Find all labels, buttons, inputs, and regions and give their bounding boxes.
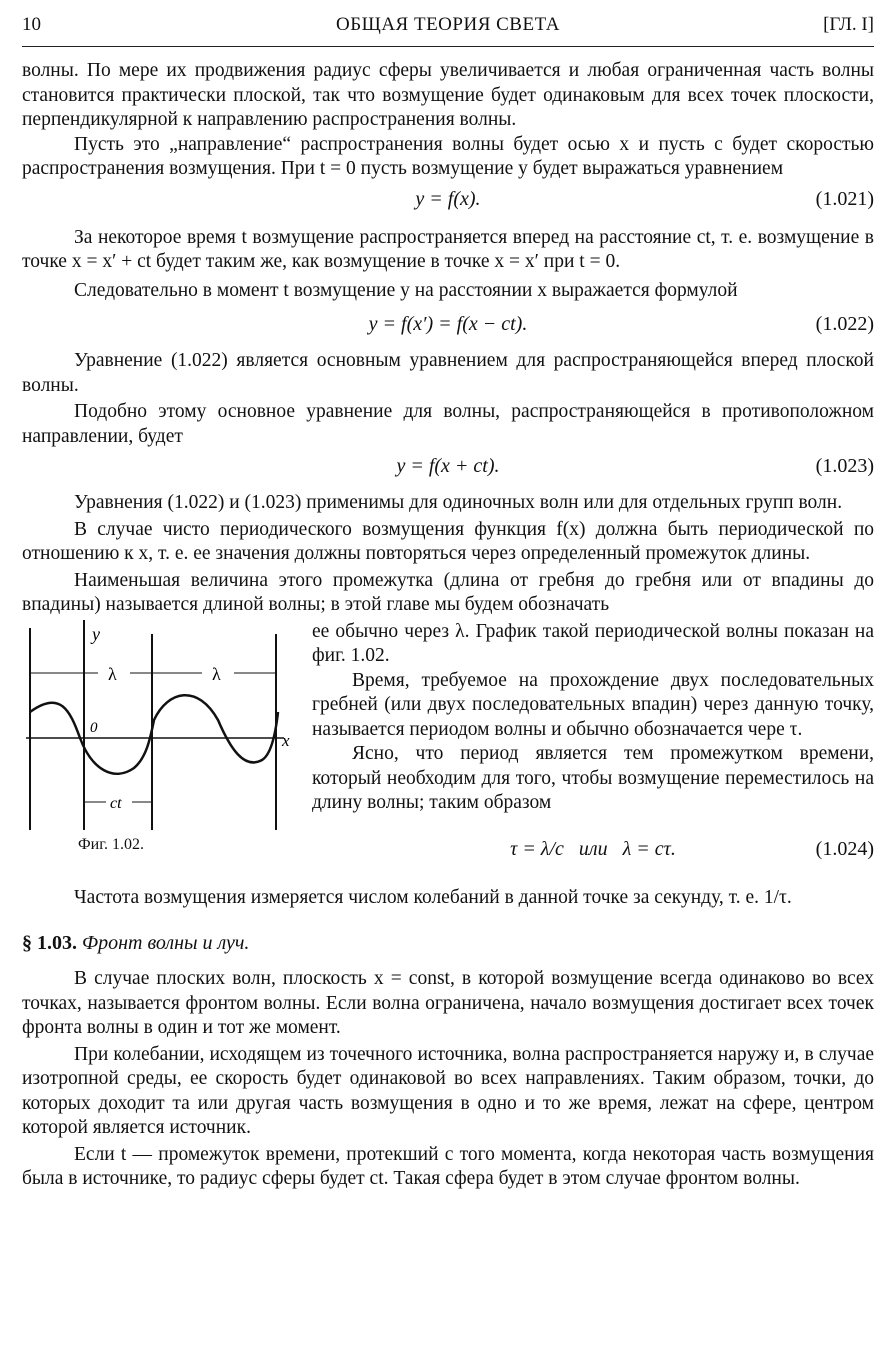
equation-number: (1.021)	[815, 187, 874, 210]
y-axis-label: y	[92, 623, 100, 644]
paragraph-13: Если t — промежуток времени, протекший с того момента, когда некоторая часть возмущения была в источнике, то радиус сферы будет ct. Такая сфера будет в этом случае фронтом волны.	[22, 1143, 874, 1189]
lambda-label-left: λ	[108, 663, 117, 684]
paragraph-5: Уравнение (1.022) является основным уравнением для распространяющейся вперед плоской волны.	[22, 350, 874, 396]
lambda-label-right: λ	[212, 663, 221, 684]
paragraph-6: Подобно этому основное уравнение для волны, распространяющейся в противоположном направлении, будет	[22, 401, 874, 447]
ct-label: ct	[110, 794, 122, 812]
wave-curve	[30, 695, 278, 774]
figure-text-3: Ясно, что период является тем промежутком времени, который необходим для того, чтобы возмущение переместилось на длину волны; таким образом	[312, 743, 874, 813]
section-heading	[22, 932, 874, 955]
figure-caption: Фиг. 1.02.	[78, 835, 144, 853]
book-page	[22, 10, 874, 1192]
running-title: ОБЩАЯ ТЕОРИЯ СВЕТА	[336, 14, 560, 35]
paragraph-9: Наименьшая величина этого промежутка (длина от гребня до гребня или от впадины до впадины) называется длиной волны; в этой главе мы будем обозначать	[22, 569, 874, 615]
equation-number: (1.024)	[815, 837, 874, 860]
equation-formula: τ = λ/c или λ = cτ.	[510, 837, 676, 860]
equation-formula: y = f(x).	[415, 187, 481, 210]
x-axis-label: x	[282, 730, 290, 750]
equation-1022	[22, 307, 874, 343]
origin-label: 0	[90, 719, 98, 736]
equation-formula: y = f(x′) = f(x − ct).	[368, 313, 528, 335]
equation-1024	[312, 834, 874, 864]
paragraph-8: В случае чисто периодического возмущения функция f(x) должна быть периодической по отношению к x, т. е. ее значения должны повторяться через определенный промежуток длины.	[22, 518, 874, 564]
figure-side-text	[312, 620, 874, 816]
equation-number: (1.022)	[815, 313, 874, 335]
paragraph-3: За некоторое время t возмущение распространяется вперед на расстояние ct, т. е. возмущение в точке x = x′ + ct будет таким же, как возмущение в точке x = x′ при t = 0.	[22, 226, 874, 272]
section-number: § 1.03.	[22, 932, 77, 954]
figure-text-1: ее обычно через λ. График такой периодической волны показан на фиг. 1.02.	[312, 620, 874, 666]
paragraph-12: При колебании, исходящем из точечного источника, волна распространяется наружу и, в случае изотропной среды, ее скорость будет одинаковой во всех направлениях. Таким образом, точки, до которых доходит та или другая часть возмущения в одно и то же время, лежат на сфере, центром которой является источник.	[22, 1043, 874, 1138]
page-header	[22, 10, 874, 40]
paragraph-7: Уравнения (1.022) и (1.023) применимы для одиночных волн или для отдельных групп волн.	[74, 492, 843, 513]
figure-text-2: Время, требуемое на прохождение двух последовательных гребней (или двух последовательных впадин) через данную точку, называется периодом волны и обычно обозначается чере τ.	[312, 669, 874, 740]
equation-1021	[22, 182, 874, 218]
paragraph-1: волны. По мере их продвижения радиус сферы увеличивается и любая ограниченная часть волны становится практически плоской, так что возмущение будет одинаковым для всех точек плоскости, перпендикулярной к направлению распространения волны.	[22, 60, 874, 130]
paragraph-10: Частота возмущения измеряется числом колебаний в данной точке за секунду, т. е. 1/τ.	[74, 886, 792, 908]
equation-number: (1.023)	[815, 455, 874, 477]
equation-formula: y = f(x + ct).	[396, 455, 500, 477]
paragraph-11: В случае плоских волн, плоскость x = const, в которой возмущение всегда одинаково во всех точках, называется фронтом волны. Если волна ограничена, начало возмущения достигает всех точек фронта волны в один и тот же момент.	[22, 968, 874, 1038]
header-rule	[22, 46, 874, 47]
figure-block	[22, 620, 874, 882]
wave-figure	[22, 620, 292, 882]
paragraph-2: Пусть это „направление“ распространения волны будет осью x и пусть c будет скоростью распространения возмущения. При t = 0 пусть возмущение y будет выражаться уравнением	[22, 133, 874, 179]
equation-1023	[22, 449, 874, 485]
chapter-label: [ГЛ. I]	[823, 14, 874, 35]
paragraph-4: Следовательно в момент t возмущение y на расстоянии x выражается формулой	[74, 279, 738, 301]
page-number: 10	[22, 14, 41, 35]
section-title: Фронт волны и луч.	[82, 932, 250, 954]
